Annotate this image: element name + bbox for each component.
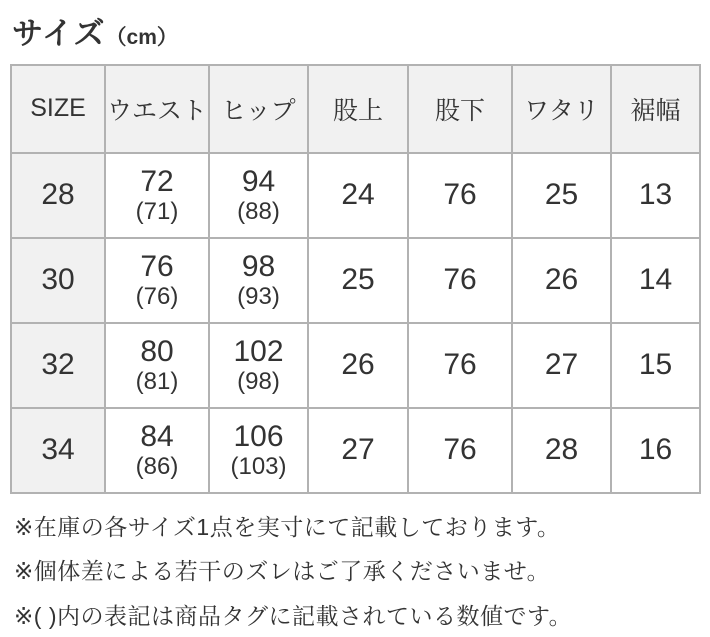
waist-tag-value: (76) [135,282,179,310]
title-unit: （cm） [105,26,178,49]
cell-inseam: 76 [408,323,512,408]
cell-hem: 15 [611,323,700,408]
cell-hem: 13 [611,153,700,238]
waist-measured: 76 [140,250,174,284]
hip-measured: 98 [241,250,276,284]
table-row-size-30 [11,238,700,323]
waist-tag-value: (86) [135,452,179,480]
cell-rise: 25 [308,238,408,323]
footnote-actual-measurement: ※在庫の各サイズ1点を実寸にて記載しております。 [14,513,561,540]
header-cell-rise: 股上 [308,65,408,153]
cell-hip [209,153,308,238]
hip-measured: 102 [233,335,284,369]
cell-inseam: 76 [408,238,512,323]
cell-thigh: 26 [512,238,611,323]
waist-tag-value: (71) [135,197,179,225]
cell-hem: 16 [611,408,700,493]
hip-measured: 94 [241,165,276,199]
hip-tag-value: (103) [230,452,287,480]
waist-measured: 84 [140,420,174,454]
cell-rise: 26 [308,323,408,408]
cell-waist [105,238,209,323]
size-table [10,64,701,494]
cell-hip [209,238,308,323]
header-row [11,65,700,153]
page-title [12,16,700,52]
hip-tag-value: (93) [237,282,280,310]
cell-thigh: 28 [512,408,611,493]
cell-size: 30 [11,238,105,323]
waist-measured: 72 [140,165,174,199]
cell-inseam: 76 [408,408,512,493]
table-row-size-28 [11,153,700,238]
cell-thigh: 25 [512,153,611,238]
cell-rise: 27 [308,408,408,493]
cell-thigh: 27 [512,323,611,408]
hip-tag-value: (88) [237,197,280,225]
cell-rise: 24 [308,153,408,238]
header-cell-hip: ヒップ [209,65,308,153]
title-main: サイズ [12,16,106,51]
header-cell-thigh: ワタリ [512,65,611,153]
cell-size: 28 [11,153,105,238]
waist-tag-value: (81) [135,367,179,395]
cell-waist [105,408,209,493]
cell-size: 34 [11,408,105,493]
cell-size: 32 [11,323,105,408]
header-cell-size: SIZE [11,65,105,153]
cell-waist [105,323,209,408]
footnotes [14,514,700,631]
table-row-size-32 [11,323,700,408]
cell-inseam: 76 [408,153,512,238]
table-row-size-34 [11,408,700,493]
cell-hip [209,408,308,493]
hip-tag-value: (98) [237,367,280,395]
waist-measured: 80 [140,335,174,369]
header-cell-waist: ウエスト [105,65,209,153]
cell-waist [105,153,209,238]
cell-hip [209,323,308,408]
cell-hem: 14 [611,238,700,323]
hip-measured: 106 [233,420,284,454]
footnote-tag-values: ※( )内の表記は商品タグに記載されている数値です。 [14,602,573,629]
footnote-individual-variance: ※個体差による若干のズレはご了承くださいませ。 [14,558,551,585]
header-cell-hem: 裾幅 [611,65,700,153]
header-cell-inseam: 股下 [408,65,512,153]
